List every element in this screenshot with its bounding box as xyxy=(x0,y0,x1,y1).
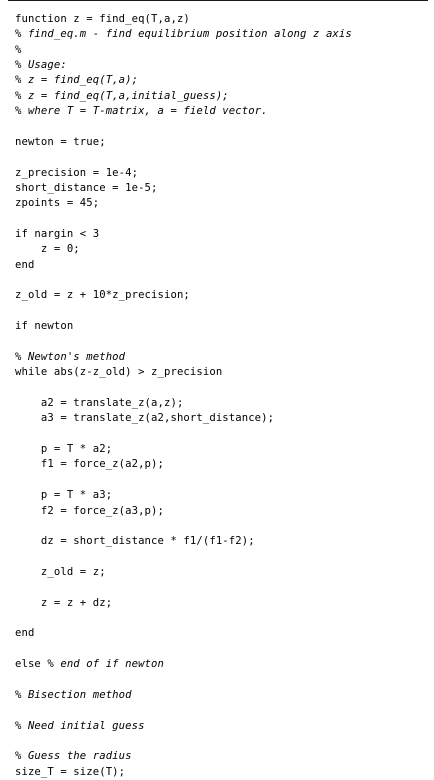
code-line: f2 = force_z(a3,p); xyxy=(15,504,164,517)
code-comment-line: % Newton's method xyxy=(15,350,126,363)
code-line: z = z + dz; xyxy=(15,596,113,609)
code-comment-line: % Need initial guess xyxy=(15,719,145,732)
code-listing xyxy=(8,0,428,777)
code-line: if nargin < 3 xyxy=(15,228,100,241)
code-line xyxy=(15,611,428,626)
code-line xyxy=(15,473,428,488)
code-line: z_old = z; xyxy=(15,565,106,578)
code-comment-line: % find_eq.m - find equilibrium position along z axis xyxy=(15,28,352,41)
code-line xyxy=(15,381,428,396)
code-line: newton = true; xyxy=(15,135,106,148)
code-line: z_precision = 1e-4; xyxy=(15,166,139,179)
inline-comment: % end of if newton xyxy=(47,658,164,671)
code-line: f1 = force_z(a2,p); xyxy=(15,458,164,471)
code-comment-line: % Bisection method xyxy=(15,688,132,701)
code-line xyxy=(15,335,428,350)
code-line xyxy=(15,703,428,718)
code-line xyxy=(15,734,428,749)
code-line: size_T = size(T); xyxy=(15,765,126,778)
code-line: while abs(z-z_old) > z_precision xyxy=(15,366,223,379)
code-line xyxy=(15,642,428,657)
code-comment-line: % xyxy=(15,43,22,56)
code-line xyxy=(15,672,428,687)
code-lines xyxy=(15,12,428,780)
code-comment-line: % where T = T-matrix, a = field vector. xyxy=(15,105,268,118)
code-line: end xyxy=(15,627,35,640)
code-line xyxy=(15,657,428,672)
code-line: function z = find_eq(T,a,z) xyxy=(15,13,190,25)
code-line: short_distance = 1e-5; xyxy=(15,181,158,194)
code-line xyxy=(15,273,428,288)
code-line xyxy=(15,304,428,319)
code-line: z = 0; xyxy=(15,243,80,256)
code-comment-line: % z = find_eq(T,a,initial_guess); xyxy=(15,89,229,102)
code-line: a2 = translate_z(a,z); xyxy=(15,396,184,409)
code-comment-line: % z = find_eq(T,a); xyxy=(15,74,139,87)
code-line xyxy=(15,427,428,442)
code-line xyxy=(15,150,428,165)
code-line xyxy=(15,212,428,227)
code-line xyxy=(15,519,428,534)
code-line xyxy=(15,120,428,135)
code-line: p = T * a2; xyxy=(15,443,113,456)
code-line xyxy=(15,550,428,565)
code-comment-line: % Guess the radius xyxy=(15,750,132,763)
code-comment-line: % Usage: xyxy=(15,59,67,72)
code-line xyxy=(15,580,428,595)
code-line: a3 = translate_z(a2,short_distance); xyxy=(15,412,275,425)
code-line: z_old = z + 10*z_precision; xyxy=(15,289,190,302)
code-segment: else xyxy=(15,658,48,671)
code-line: zpoints = 45; xyxy=(15,197,100,210)
code-line: dz = short_distance * f1/(f1-f2); xyxy=(15,535,255,548)
code-line: p = T * a3; xyxy=(15,489,113,502)
code-line: if newton xyxy=(15,320,74,333)
code-line: end xyxy=(15,258,35,271)
